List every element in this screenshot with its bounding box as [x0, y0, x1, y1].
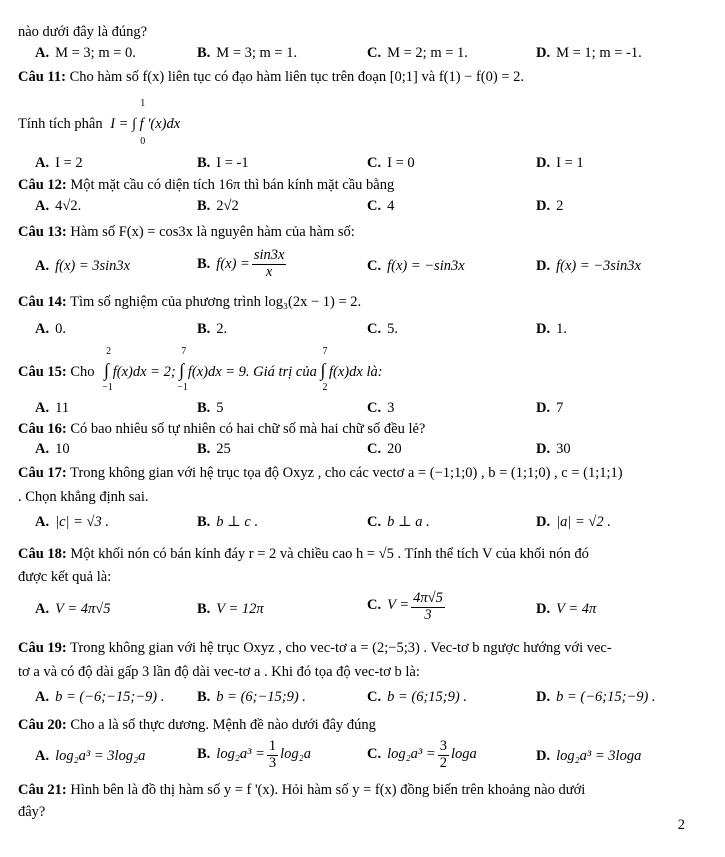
q19-stem: Câu 19: Trong không gian với hệ trục Oxyz , cho vec-tơ a = (2;−5;3) . Vec-tơ b ngược hướng với vec-: [18, 640, 612, 656]
q13-option-c: C. f(x) = −sin3x: [367, 258, 465, 274]
q11-option-b: B. I = -1: [197, 155, 249, 171]
q14-option-c: C. 5.: [367, 321, 398, 337]
page-number: 2: [677, 817, 685, 833]
q14-stem: Câu 14: Tìm số nghiệm của phương trình log₃(2x − 1) = 2.: [18, 294, 362, 310]
q12-option-b: B. 2√2: [197, 198, 239, 214]
q12-option-a: A. 4√2.: [35, 198, 82, 214]
q16-option-c: C. 20: [367, 441, 402, 457]
q17-option-a: A. |c| = √3 .: [35, 514, 110, 530]
q19-stem-cont: tơ a và có độ dài gấp 3 lần độ dài vec-tơ a . Khi đó tọa độ vec-tơ b là:: [18, 664, 420, 680]
q19-option-d: D. b = (−6;15;−9) .: [536, 689, 656, 705]
q20-option-b: B. log₂a³ = $\frac{1}{3}$ log₂a: [197, 738, 311, 771]
q10-option-b: B. M = 3; m = 1.: [197, 45, 298, 61]
q15-stem: Câu 15: Cho ∫ 2 −1 f(x)dx = 2; ∫ 7 −1 f(x)dx = 9. Giá trị của ∫ 7 2 f(x)dx là:: [18, 346, 383, 393]
q10-option-d: D. M = 1; m = -1.: [536, 45, 642, 61]
q14-option-d: D. 1.: [536, 321, 567, 337]
q14-option-a: A. 0.: [35, 321, 66, 337]
q14-option-b: B. 2.: [197, 321, 228, 337]
q10-option-a: A. M = 3; m = 0.: [35, 45, 136, 61]
q15-option-a: A. 11: [35, 400, 70, 416]
q13-option-a: A. f(x) = 3sin3x: [35, 258, 131, 274]
q11-subtext: Tính tích phân I = ∫ f '(x)dx 1 0: [18, 98, 181, 147]
q15-option-b: B. 5: [197, 400, 224, 416]
q16-option-b: B. 25: [197, 441, 231, 457]
q20-option-c: C. log₂a³ = $\frac{3}{2}$ loga: [367, 738, 477, 771]
q16-stem: Câu 16: Có bao nhiêu số tự nhiên có hai chữ số mà hai chữ số đều lẻ?: [18, 421, 426, 437]
q17-option-d: D. |a| = √2 .: [536, 514, 611, 530]
q13-option-b: B. f(x) = $\frac{\sin 3x}{x}$: [197, 247, 285, 280]
q17-option-b: B. b ⊥ c .: [197, 514, 259, 530]
q20-option-d: D. log₂a³ = 3loga: [536, 748, 642, 764]
q16-option-d: D. 30: [536, 441, 571, 457]
q15-option-c: C. 3: [367, 400, 395, 416]
q10-option-c: C. M = 2; m = 1.: [367, 45, 468, 61]
q19-option-a: A. b = (−6;−15;−9) .: [35, 689, 165, 705]
q18-stem: Câu 18: Một khối nón có bán kính đáy r = 2 và chiều cao h = √5 . Tính thể tích V của khối nón đó: [18, 546, 589, 562]
q19-option-c: C. b = (6;15;9) .: [367, 689, 467, 705]
q11-option-c: C. I = 0: [367, 155, 415, 171]
q18-option-a: A. V = 4π√5: [35, 601, 111, 617]
q12-option-d: D. 2: [536, 198, 564, 214]
q11-option-d: D. I = 1: [536, 155, 584, 171]
q20-stem: Câu 20: Cho a là số thực dương. Mệnh đề nào dưới đây đúng: [18, 717, 376, 733]
q11-option-a: A. I = 2: [35, 155, 83, 171]
q17-option-c: C. b ⊥ a .: [367, 514, 430, 530]
q12-option-c: C. 4: [367, 198, 395, 214]
q18-option-d: D. V = 4π: [536, 601, 597, 617]
intro-text: nào dưới đây là đúng?: [18, 24, 148, 40]
q21-stem-cont: đây?: [18, 804, 46, 820]
q18-option-b: B. V = 12π: [197, 601, 264, 617]
q11-stem: Câu 11: Cho hàm số f(x) liên tục có đạo hàm liên tục trên đoạn [0;1] và f(1) − f(0) = 2.: [18, 69, 525, 85]
q13-stem: Câu 13: Hàm số F(x) = cos3x là nguyên hàm của hàm số:: [18, 224, 355, 240]
q15-option-d: D. 7: [536, 400, 564, 416]
q17-stem: Câu 17: Trong không gian với hệ trục tọa độ Oxyz , cho các vectơ a = (−1;1;0) , b = (1;1;0) , c = (1;1;1): [18, 465, 623, 481]
q18-option-c: C. V = $\frac{4\pi√5}{3}$: [367, 590, 443, 623]
q19-option-b: B. b = (6;−15;9) .: [197, 689, 306, 705]
q16-option-a: A. 10: [35, 441, 70, 457]
q17-stem-cont: . Chọn khẳng định sai.: [18, 489, 149, 505]
q12-stem: Câu 12: Một mặt cầu có diện tích 16π thì bán kính mặt cầu bằng: [18, 177, 395, 193]
q13-option-d: D. f(x) = −3sin3x: [536, 258, 641, 274]
q20-option-a: A. log₂a³ = 3log₂a: [35, 748, 146, 764]
q18-stem-cont: được kết quả là:: [18, 569, 112, 585]
q21-stem: Câu 21: Hình bên là đồ thị hàm số y = f '(x). Hỏi hàm số y = f(x) đồng biến trên khoảng nào dưới: [18, 782, 586, 798]
